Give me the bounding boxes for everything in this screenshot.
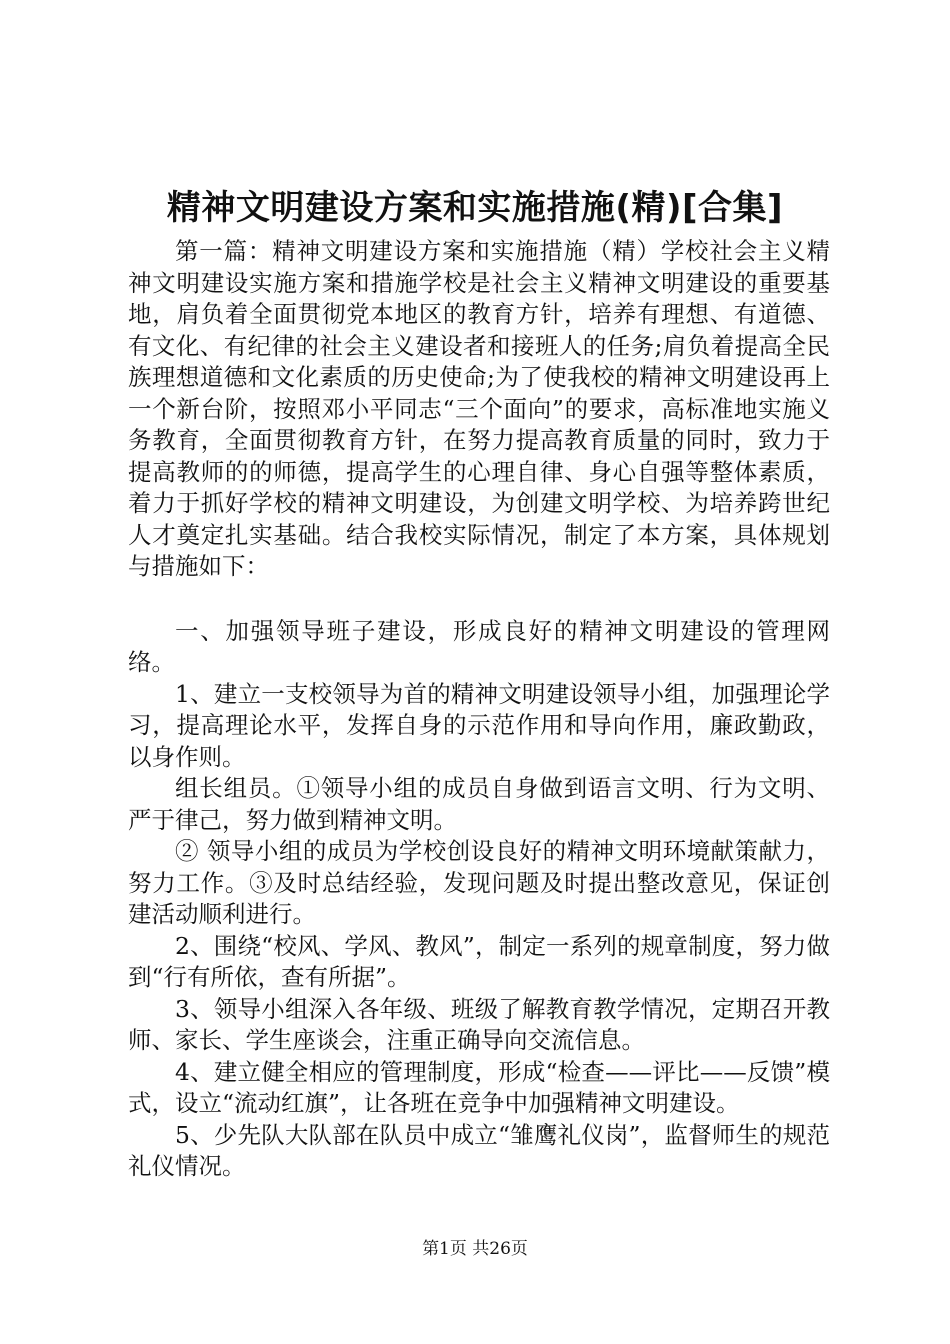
body-paragraph: 组长组员。①领导小组的成员自身做到语言文明、行为文明、严于律己，努力做到精神文明。	[128, 774, 830, 834]
document-body	[128, 236, 830, 1183]
document-title: 精神文明建设方案和实施措施(精)[合集]	[166, 188, 784, 228]
body-paragraph: 1、建立一支校领导为首的精神文明建设领导小组，加强理论学习，提高理论水平，发挥自身的示范作用和导向作用，廉政勤政，以身作则。	[128, 679, 830, 771]
body-paragraph: 一、加强领导班子建设，形成良好的精神文明建设的管理网络。	[128, 616, 830, 676]
body-paragraph: ② 领导小组的成员为学校创设良好的精神文明环境献策献力，努力工作。③及时总结经验，发现问题及时提出整改意见，保证创建活动顺利进行。	[128, 837, 830, 928]
page-number: 第1页 共26页	[422, 1239, 528, 1259]
body-paragraph: 5、少先队大队部在队员中成立“雏鹰礼仪岗”，监督师生的规范礼仪情况。	[128, 1120, 830, 1180]
page-footer	[0, 1238, 950, 1260]
body-paragraph: 第一篇：精神文明建设方案和实施措施（精）学校社会主义精神文明建设实施方案和措施学校是社会主义精神文明建设的重要基地，肩负着全面贯彻党本地区的教育方针，培养有理想、有道德、有文化、有纪律的社会主义建设者和接班人的任务;肩负着提高全民族理想道德和文化素质的历史使命;为了使我校的精神文明建设再上一个新台阶，按照邓小平同志“三个面向”的要求，高标准地实施义务教育，全面贯彻教育方针，在努力提高教育质量的同时，致力于提高教师的的师德，提高学生的心理自律、身心自强等整体素质，着力于抓好学校的精神文明建设，为创建文明学校、为培养跨世纪人才奠定扎实基础。结合我校实际情况，制定了本方案，具体规划与措施如下：	[128, 237, 830, 580]
body-paragraph: 2、围绕“校风、学风、教风”，制定一系列的规章制度，努力做到“行有所依，查有所据”。	[128, 931, 830, 991]
body-paragraph: 4、建立健全相应的管理制度，形成“检查——评比——反馈”模式，设立“流动红旗”，让各班在竞争中加强精神文明建设。	[128, 1057, 830, 1117]
body-paragraph: 3、领导小组深入各年级、班级了解教育教学情况，定期召开教师、家长、学生座谈会，注重正确导向交流信息。	[128, 994, 830, 1054]
